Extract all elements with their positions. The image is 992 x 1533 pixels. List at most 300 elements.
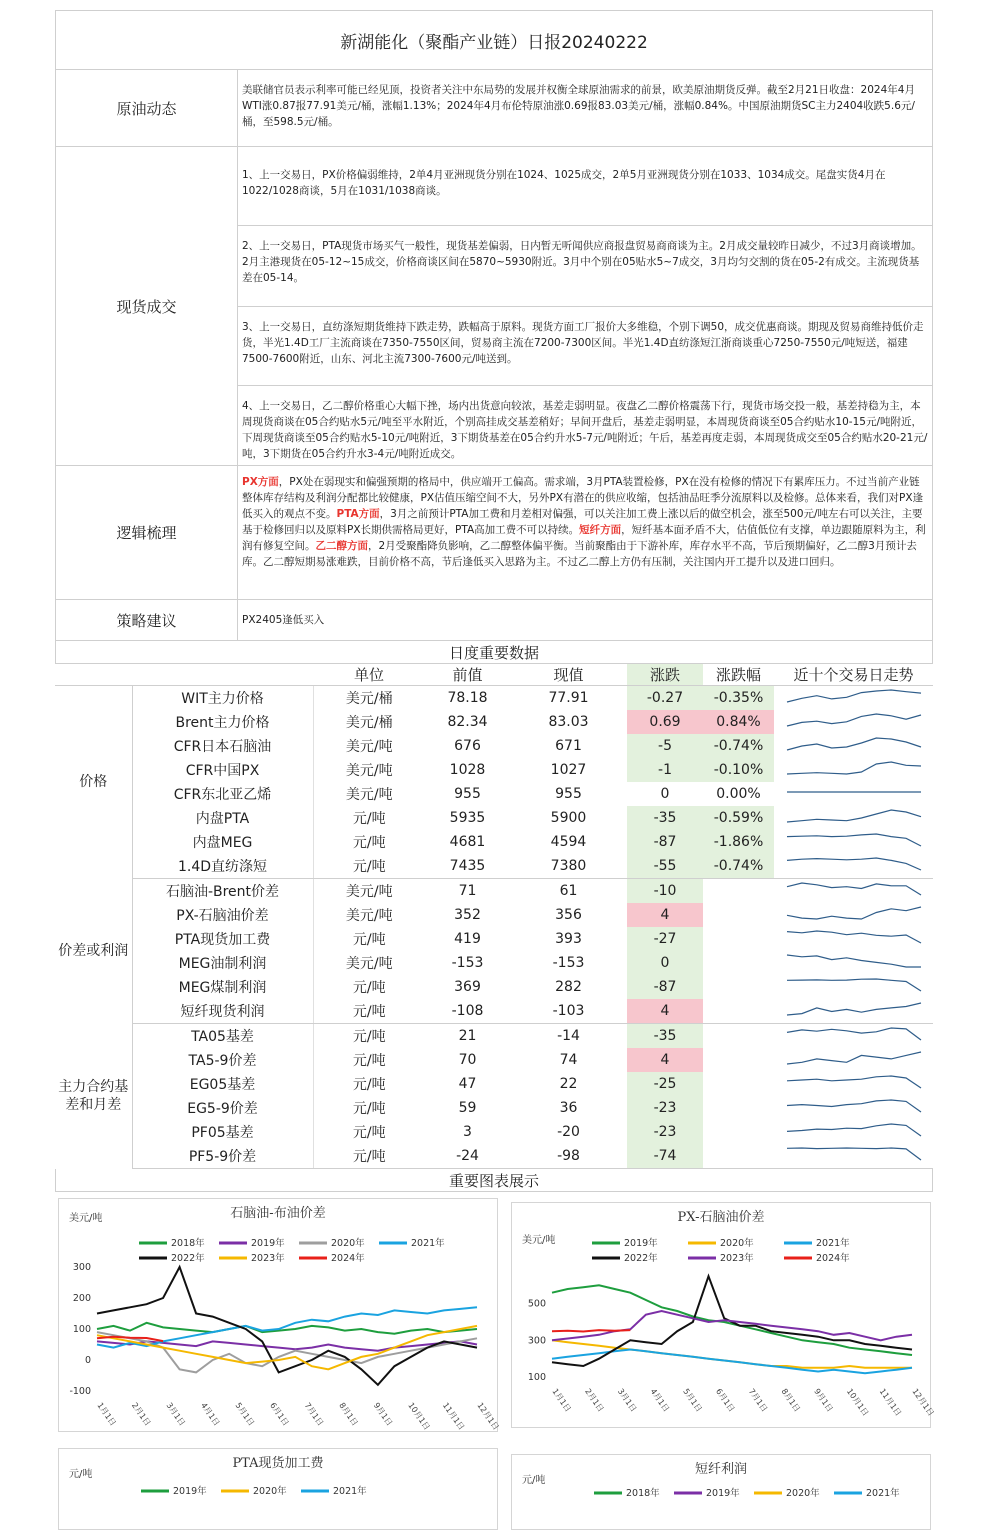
- trend-cell: [774, 758, 933, 782]
- prev-cell: 3: [463, 1124, 472, 1140]
- legend-label: 2022年: [624, 1253, 658, 1264]
- unit-cell: 美元/吨: [345, 763, 393, 779]
- trend-cell: [774, 782, 933, 806]
- chg-cell: -35: [627, 806, 703, 830]
- pct-cell: [703, 1096, 774, 1120]
- x-tick-label: 2月1日: [129, 1400, 153, 1428]
- name-cell: 石脑油-Brent价差: [132, 879, 313, 904]
- x-tick-label: 12月1日: [910, 1386, 936, 1418]
- legend-label: 2024年: [816, 1253, 850, 1264]
- name-cell: CFR中国PX: [132, 758, 313, 782]
- pct-cell: [703, 951, 774, 975]
- legend-label: 2021年: [411, 1238, 445, 1249]
- name-cell: PF05基差: [132, 1120, 313, 1144]
- cur-cell: -153: [552, 955, 585, 971]
- x-tick-label: 3月1日: [615, 1386, 639, 1414]
- trend-sparkline: [779, 830, 929, 850]
- x-tick-label: 10月1日: [844, 1386, 871, 1418]
- chg-cell: 0: [627, 951, 703, 975]
- trend-sparkline: [779, 999, 929, 1019]
- name-cell: 内盘PTA: [132, 806, 313, 830]
- pct-cell: [703, 1024, 774, 1049]
- charts-area: [55, 1192, 936, 1522]
- px-tag: PX方面: [242, 476, 279, 488]
- chart-title: 短纤利润: [694, 1462, 748, 1477]
- cur-cell: 22: [559, 1076, 578, 1092]
- category-cell: 价格: [55, 686, 132, 879]
- trend-sparkline: [779, 1144, 929, 1164]
- data-row: [55, 1048, 933, 1072]
- data-row: [55, 806, 933, 830]
- prev-cell: 352: [454, 907, 481, 923]
- name-cell: CFR日本石脑油: [132, 734, 313, 758]
- data-row: [55, 1120, 933, 1144]
- daily-body: [55, 686, 933, 1169]
- logic-label: 逻辑梳理: [56, 466, 238, 599]
- chg-cell: -27: [627, 927, 703, 951]
- pta-tag: PTA方面: [336, 508, 380, 520]
- pct-cell: 0.84%: [703, 710, 774, 734]
- eg-text: ，2月受聚酯降负影响，乙二醇整体偏平衡。当前聚酯由于下游补库，库存水平不高，节后预期偏好，乙二醇3月预计去库。乙二醇短期易涨难跌，目前价格不高，节后逢低买入思路为主。不过乙二醇上方仍有压制，关注国内开工提升以及进口回归。: [242, 540, 917, 568]
- pf-tag: 短纤方面: [579, 524, 622, 536]
- name-cell: MEG煤制利润: [132, 975, 313, 999]
- chart-px-naphtha: [511, 1202, 936, 1428]
- spot-section: [55, 147, 933, 466]
- data-row: [55, 975, 933, 999]
- prev-cell: 78.18: [447, 690, 488, 706]
- cur-cell: 61: [559, 883, 578, 899]
- trend-line: [787, 907, 921, 919]
- cur-cell: 74: [559, 1052, 578, 1068]
- legend-label: 2020年: [786, 1488, 820, 1499]
- charts-title: 重要图表展示: [55, 1169, 933, 1192]
- x-tick-label: 8月1日: [779, 1386, 802, 1414]
- pct-cell: 0.00%: [716, 786, 761, 802]
- unit-cell: 美元/吨: [345, 956, 393, 972]
- series-line: [552, 1330, 630, 1331]
- trend-sparkline: [779, 734, 929, 754]
- trend-line: [787, 1003, 921, 1015]
- cur-cell: 36: [559, 1100, 578, 1116]
- x-tick-label: 9月1日: [371, 1400, 395, 1428]
- prev-cell: 5935: [449, 810, 486, 826]
- trend-line: [787, 738, 921, 750]
- unit-cell: 元/吨: [352, 1101, 386, 1117]
- prev-cell: 59: [458, 1100, 477, 1116]
- unit-cell: 元/吨: [352, 932, 386, 948]
- chg-cell: -25: [627, 1072, 703, 1096]
- logic-text: [238, 466, 932, 599]
- trend-cell: [774, 830, 933, 854]
- trend-sparkline: [779, 903, 929, 923]
- y-axis-label: 元/吨: [522, 1475, 546, 1486]
- prev-cell: 4681: [449, 834, 486, 850]
- cur-cell: 356: [555, 907, 582, 923]
- name-cell: 短纤现货利润: [132, 999, 313, 1024]
- legend-label: 2023年: [720, 1253, 754, 1264]
- name-cell: PF5-9价差: [132, 1144, 313, 1169]
- trend-sparkline: [779, 806, 929, 826]
- unit-cell: 美元/吨: [345, 884, 393, 900]
- data-row: [55, 710, 933, 734]
- header-trend: 近十个交易日走势: [774, 664, 933, 686]
- prev-cell: 7435: [425, 854, 510, 879]
- cur-cell: 955: [555, 786, 582, 802]
- chg-cell: -74: [627, 1144, 703, 1169]
- y-tick-label: 100: [72, 1324, 91, 1335]
- header-cur: 现值: [510, 664, 627, 686]
- unit-cell: 元/吨: [352, 1125, 386, 1141]
- legend-label: 2023年: [251, 1253, 285, 1264]
- legend-label: 2021年: [816, 1238, 850, 1249]
- trend-line: [787, 979, 921, 991]
- legend-label: 2019年: [173, 1486, 207, 1497]
- chart-pf-profit: [511, 1454, 931, 1530]
- unit-cell: 元/吨: [352, 980, 386, 996]
- legend-label: 2019年: [251, 1238, 285, 1249]
- chg-cell: 0: [660, 786, 670, 802]
- unit-cell: 元/吨: [352, 835, 386, 851]
- cur-cell: 671: [555, 738, 582, 754]
- pct-cell: [703, 1072, 774, 1096]
- pf-profit-chart: [512, 1455, 930, 1529]
- spot-body: [238, 147, 932, 465]
- pct-cell: [703, 1144, 774, 1169]
- pct-cell: [703, 975, 774, 999]
- prev-cell: 955: [454, 786, 481, 802]
- pct-cell: [703, 1120, 774, 1144]
- unit-cell: 美元/桶: [345, 691, 393, 707]
- x-tick-label: 5月1日: [681, 1386, 704, 1414]
- legend-label: 2020年: [720, 1238, 754, 1249]
- trend-line: [787, 690, 921, 702]
- strategy-text: PX2405逢低买入: [242, 614, 325, 626]
- naphtha-brent-chart: [59, 1199, 501, 1432]
- name-cell: MEG油制利润: [132, 951, 313, 975]
- header-blank: [132, 664, 313, 686]
- x-tick-label: 4月1日: [198, 1400, 222, 1428]
- trend-sparkline: [779, 951, 929, 971]
- legend-label: 2024年: [331, 1253, 365, 1264]
- chg-cell: -0.27: [627, 686, 703, 711]
- data-row: [55, 999, 933, 1024]
- x-tick-label: 11月1日: [877, 1386, 903, 1418]
- trend-line: [787, 810, 921, 822]
- prev-cell: -153: [451, 955, 484, 971]
- trend-sparkline: [779, 1120, 929, 1140]
- pta-text: ，3月之前预计PTA加工费和月差相对偏强，可以关注加工费上涨以后的做空机会，涨至500元/吨左右可以关注，主要基于检修回归以及原料PX长期供需格局更好，PTA高加工费不可以持续。: [242, 508, 923, 536]
- trend-sparkline: [779, 758, 929, 778]
- chg-cell: 0.69: [627, 710, 703, 734]
- pta-fee-chart: [59, 1449, 497, 1529]
- series-line: [552, 1350, 912, 1374]
- data-row: [55, 951, 933, 975]
- prev-cell: -108: [425, 999, 510, 1024]
- trend-cell: [774, 975, 933, 999]
- trend-cell: [774, 999, 933, 1024]
- unit-cell: 元/吨: [313, 854, 425, 879]
- spot-item: 2、上一交易日，PTA现货市场买气一般性，现货基差偏弱，日内暂无听闻供应商报盘贸易商商谈为主。2月成交量较昨日减少，不过3月商谈增加。2月主港现货在05-12~15成交，价格商谈区间在5870~5930附近。3月中个别在05贴水5~7成交，3月均匀交割的货在05-2有成交。主流现货基差在05-14。: [238, 226, 932, 307]
- trend-line: [787, 883, 921, 895]
- cur-cell: 5900: [550, 810, 587, 826]
- legend-label: 2019年: [624, 1238, 658, 1249]
- y-tick-label: -100: [69, 1386, 91, 1397]
- trend-line: [787, 1124, 921, 1136]
- chg-cell: 4: [627, 1048, 703, 1072]
- x-tick-label: 10月1日: [406, 1400, 432, 1432]
- cur-cell: 7380: [510, 854, 627, 879]
- prev-cell: 21: [458, 1028, 477, 1044]
- trend-sparkline: [779, 1024, 929, 1044]
- pct-cell: [703, 879, 774, 904]
- unit-cell: 元/吨: [352, 1029, 386, 1045]
- pct-cell: [703, 903, 774, 927]
- prev-cell: 70: [458, 1052, 477, 1068]
- data-row: [55, 879, 933, 904]
- x-tick-label: 2月1日: [583, 1386, 606, 1414]
- trend-line: [787, 931, 921, 943]
- trend-sparkline: [779, 854, 929, 874]
- legend-label: 2018年: [171, 1238, 205, 1249]
- data-row: [55, 686, 933, 711]
- eg-tag: 乙二醇方面: [315, 540, 368, 552]
- name-cell: Brent主力价格: [132, 710, 313, 734]
- trend-cell: [774, 734, 933, 758]
- data-row: [55, 782, 933, 806]
- name-cell: TA05基差: [132, 1024, 313, 1049]
- trend-line: [787, 1100, 921, 1112]
- unit-cell: 元/吨: [313, 999, 425, 1024]
- trend-cell: [774, 1048, 933, 1072]
- chg-cell: -5: [627, 734, 703, 758]
- y-tick-label: 0: [84, 1355, 91, 1366]
- trend-sparkline: [779, 975, 929, 995]
- header-prev: 前值: [425, 664, 510, 686]
- x-tick-label: 6月1日: [713, 1386, 737, 1414]
- cur-cell: 77.91: [548, 690, 589, 706]
- pf-text: ，短纤基本面矛盾不大，估值低位有支撑，单边跟随原料为主，利润有修复空间。: [242, 524, 926, 552]
- legend-label: 2020年: [253, 1486, 287, 1497]
- legend-label: 2018年: [626, 1488, 660, 1499]
- name-cell: EG5-9价差: [132, 1096, 313, 1120]
- trend-cell: [774, 879, 933, 904]
- pct-cell: -1.86%: [703, 830, 774, 854]
- prev-cell: 419: [454, 931, 481, 947]
- data-row: [55, 927, 933, 951]
- data-row: [55, 830, 933, 854]
- trend-line: [787, 834, 921, 846]
- data-row: [55, 854, 933, 879]
- cur-cell: -20: [557, 1124, 580, 1140]
- name-cell: WIT主力价格: [132, 686, 313, 711]
- trend-line: [787, 858, 921, 870]
- legend-label: 2019年: [706, 1488, 740, 1499]
- data-row: [55, 1024, 933, 1049]
- series-line: [552, 1311, 912, 1340]
- trend-line: [787, 762, 921, 774]
- x-tick-label: 3月1日: [164, 1400, 187, 1428]
- unit-cell: 美元/吨: [345, 787, 393, 803]
- chg-cell: -10: [627, 879, 703, 904]
- cur-cell: -103: [510, 999, 627, 1024]
- spot-item: 1、上一交易日，PX价格偏弱维持，2单4月亚洲现货分别在1024、1025成交，2单5月亚洲现货分别在1033、1034成交。尾盘实货4月在1022/1028商谈，5月在1031/1038商谈。: [238, 147, 932, 226]
- legend-label: 2022年: [171, 1253, 205, 1264]
- name-cell: 内盘MEG: [132, 830, 313, 854]
- trend-cell: [774, 927, 933, 951]
- pct-cell: [703, 927, 774, 951]
- trend-line: [787, 1028, 921, 1040]
- unit-cell: 美元/吨: [345, 739, 393, 755]
- chg-cell: -23: [627, 1120, 703, 1144]
- trend-cell: [774, 903, 933, 927]
- x-tick-label: 1月1日: [95, 1400, 118, 1428]
- prev-cell: -24: [425, 1144, 510, 1169]
- trend-sparkline: [779, 686, 929, 706]
- x-tick-label: 5月1日: [233, 1400, 256, 1428]
- name-cell: PX-石脑油价差: [132, 903, 313, 927]
- data-row: [55, 1144, 933, 1169]
- trend-sparkline: [779, 1048, 929, 1068]
- chg-cell: -87: [627, 975, 703, 999]
- prev-cell: 47: [458, 1076, 477, 1092]
- cur-cell: -14: [557, 1028, 580, 1044]
- trend-cell: [774, 1144, 933, 1169]
- x-tick-label: 12月1日: [475, 1400, 501, 1432]
- trend-sparkline: [779, 782, 929, 802]
- legend-label: 2021年: [333, 1486, 367, 1497]
- trend-line: [787, 1076, 921, 1088]
- trend-cell: [774, 1120, 933, 1144]
- daily-title: 日度重要数据: [55, 641, 933, 664]
- data-row: [55, 903, 933, 927]
- prev-cell: 369: [454, 979, 481, 995]
- legend-label: 2020年: [331, 1238, 365, 1249]
- chg-cell: -35: [627, 1024, 703, 1049]
- x-tick-label: 4月1日: [648, 1386, 671, 1414]
- pct-cell: -0.35%: [703, 686, 774, 711]
- px-text: ，PX处在弱现实和偏强预期的格局中，供应端开工偏高。需求端，3月PTA装置检修，PX在没有检修的情况下有累库压力。不过当前产业链整体库存结构及利润分配都比较健康，PX估值压缩空间不大，另外PX有潜在的供应收缩，包括油品旺季分流原料以及检修。总体来看，我们对PX逢低买入的观点不变。: [242, 476, 924, 520]
- x-tick-label: 7月1日: [302, 1400, 326, 1428]
- category-cell: 价差或利润: [55, 879, 132, 1024]
- trend-cell: [774, 806, 933, 830]
- name-cell: CFR东北亚乙烯: [132, 782, 313, 806]
- trend-line: [787, 955, 921, 967]
- data-row: [55, 758, 933, 782]
- cur-cell: -98: [510, 1144, 627, 1169]
- pct-cell: -0.10%: [703, 758, 774, 782]
- header-chg: 涨跌: [627, 664, 703, 686]
- chg-cell: -87: [627, 830, 703, 854]
- x-tick-label: 9月1日: [812, 1386, 835, 1414]
- x-tick-label: 1月1日: [550, 1386, 573, 1414]
- unit-cell: 美元/吨: [345, 908, 393, 924]
- y-tick-label: 200: [72, 1293, 91, 1304]
- trend-sparkline: [779, 1096, 929, 1116]
- trend-line: [787, 1148, 921, 1160]
- spot-item: 4、上一交易日，乙二醇价格重心大幅下挫，场内出货意向较浓，基差走弱明显。夜盘乙二醇价格震荡下行，现货市场交投一般，基差持稳为主，本周现货商谈在05合约贴水5元/吨至平水附近，个别高挂成交基差稍好；早间开盘后，基差走弱明显，本周现货商谈至05合约贴水10-15元/吨附近，下周现货商谈至05合约贴水5-10元/吨附近，3下期货基差在05合约升水5-7元/吨附近；午后，基差再度走弱，本周现货成交至05合约贴水20-21元/吨，3下期货在05合约升水3-4元/吨附近成交。: [242, 400, 928, 460]
- spot-label: 现货成交: [56, 147, 238, 465]
- unit-cell: 元/吨: [352, 811, 386, 827]
- trend-sparkline: [779, 879, 929, 899]
- report-page: [55, 10, 936, 1499]
- daily-table: [55, 664, 933, 1169]
- trend-cell: [774, 686, 933, 711]
- trend-cell: [774, 951, 933, 975]
- unit-cell: 元/吨: [352, 1053, 386, 1069]
- crude-text: 美联储官员表示利率可能已经见顶，投资者关注中东局势的发展并权衡全球原油需求的前景，欧美原油期货反弹。截至2月21日收盘：2024年4月WTI涨0.87报77.91美元/桶，涨幅1.13%；2024年4月布伦特原油涨0.69报83.03美元/桶，涨幅0.84%。中国原油期货SC主力2404收跌5.6元/桶，至598.5元/桶。: [242, 84, 915, 128]
- chg-cell: -55: [627, 854, 703, 879]
- report-title: 新湖能化（聚酯产业链）日报20240222: [55, 10, 933, 70]
- cur-cell: 4594: [550, 834, 587, 850]
- daily-header-row: [55, 664, 933, 686]
- prev-cell: 676: [454, 738, 481, 754]
- x-tick-label: 8月1日: [337, 1400, 360, 1428]
- pct-cell: -0.59%: [703, 806, 774, 830]
- cur-cell: 393: [555, 931, 582, 947]
- prev-cell: 71: [458, 883, 477, 899]
- header-unit: 单位: [313, 664, 425, 686]
- data-row: [55, 734, 933, 758]
- y-axis-label: 元/吨: [69, 1469, 93, 1480]
- trend-sparkline: [779, 1072, 929, 1092]
- x-tick-label: 6月1日: [268, 1400, 291, 1428]
- chart-naphtha-brent: [58, 1198, 501, 1432]
- spot-item: 3、上一交易日，直纺涤短期货维持下跌走势，跌幅高于原料。现货方面工厂报价大多维稳，个别下调50，成交优惠商谈。期现及贸易商维持低价走货，半光1.4D工厂主流商谈在7350-7550区间，贸易商主流在7200-7300区间。半光1.4D直纺涤短江浙商谈重心7250-7550元/吨短送，福建7500-7600附近，山东、河北主流7300-7600元/吨送到。: [238, 307, 932, 386]
- chart-title: PX-石脑油价差: [677, 1210, 765, 1225]
- trend-cell: [774, 1072, 933, 1096]
- y-axis-label: 美元/吨: [69, 1213, 103, 1224]
- prev-cell: 1028: [449, 762, 486, 778]
- chg-cell: 4: [627, 903, 703, 927]
- chg-cell: -1: [627, 758, 703, 782]
- trend-line: [787, 714, 921, 726]
- data-row: [55, 1096, 933, 1120]
- header-blank: [55, 664, 132, 686]
- trend-cell: [774, 1096, 933, 1120]
- y-tick-label: 100: [527, 1372, 546, 1383]
- y-tick-label: 300: [72, 1262, 91, 1273]
- y-tick-label: 500: [527, 1298, 546, 1310]
- legend-label: 2021年: [866, 1488, 900, 1499]
- pct-cell: -0.74%: [703, 854, 774, 879]
- trend-sparkline: [779, 927, 929, 947]
- x-tick-label: 7月1日: [746, 1386, 770, 1414]
- series-line: [97, 1323, 477, 1334]
- trend-cell: [774, 854, 933, 879]
- trend-cell: [774, 710, 933, 734]
- trend-line: [787, 1052, 921, 1064]
- crude-section: [55, 70, 933, 147]
- strategy-section: [55, 600, 933, 641]
- cur-cell: 1027: [550, 762, 587, 778]
- name-cell: TA5-9价差: [132, 1048, 313, 1072]
- name-cell: PTA现货加工费: [132, 927, 313, 951]
- chg-cell: 4: [627, 999, 703, 1024]
- y-tick-label: 300: [527, 1335, 546, 1347]
- crude-label: 原油动态: [56, 70, 238, 146]
- prev-cell: 82.34: [447, 714, 488, 730]
- x-tick-label: 11月1日: [440, 1400, 467, 1432]
- unit-cell: 元/吨: [313, 1144, 425, 1169]
- y-axis-label: 美元/吨: [522, 1235, 556, 1246]
- unit-cell: 美元/桶: [345, 715, 393, 731]
- unit-cell: 元/吨: [352, 1077, 386, 1093]
- chg-cell: -23: [627, 1096, 703, 1120]
- name-cell: 1.4D直纺涤短: [132, 854, 313, 879]
- cur-cell: 282: [555, 979, 582, 995]
- strategy-label: 策略建议: [56, 600, 238, 640]
- category-cell: 主力合约基差和月差: [55, 1024, 132, 1169]
